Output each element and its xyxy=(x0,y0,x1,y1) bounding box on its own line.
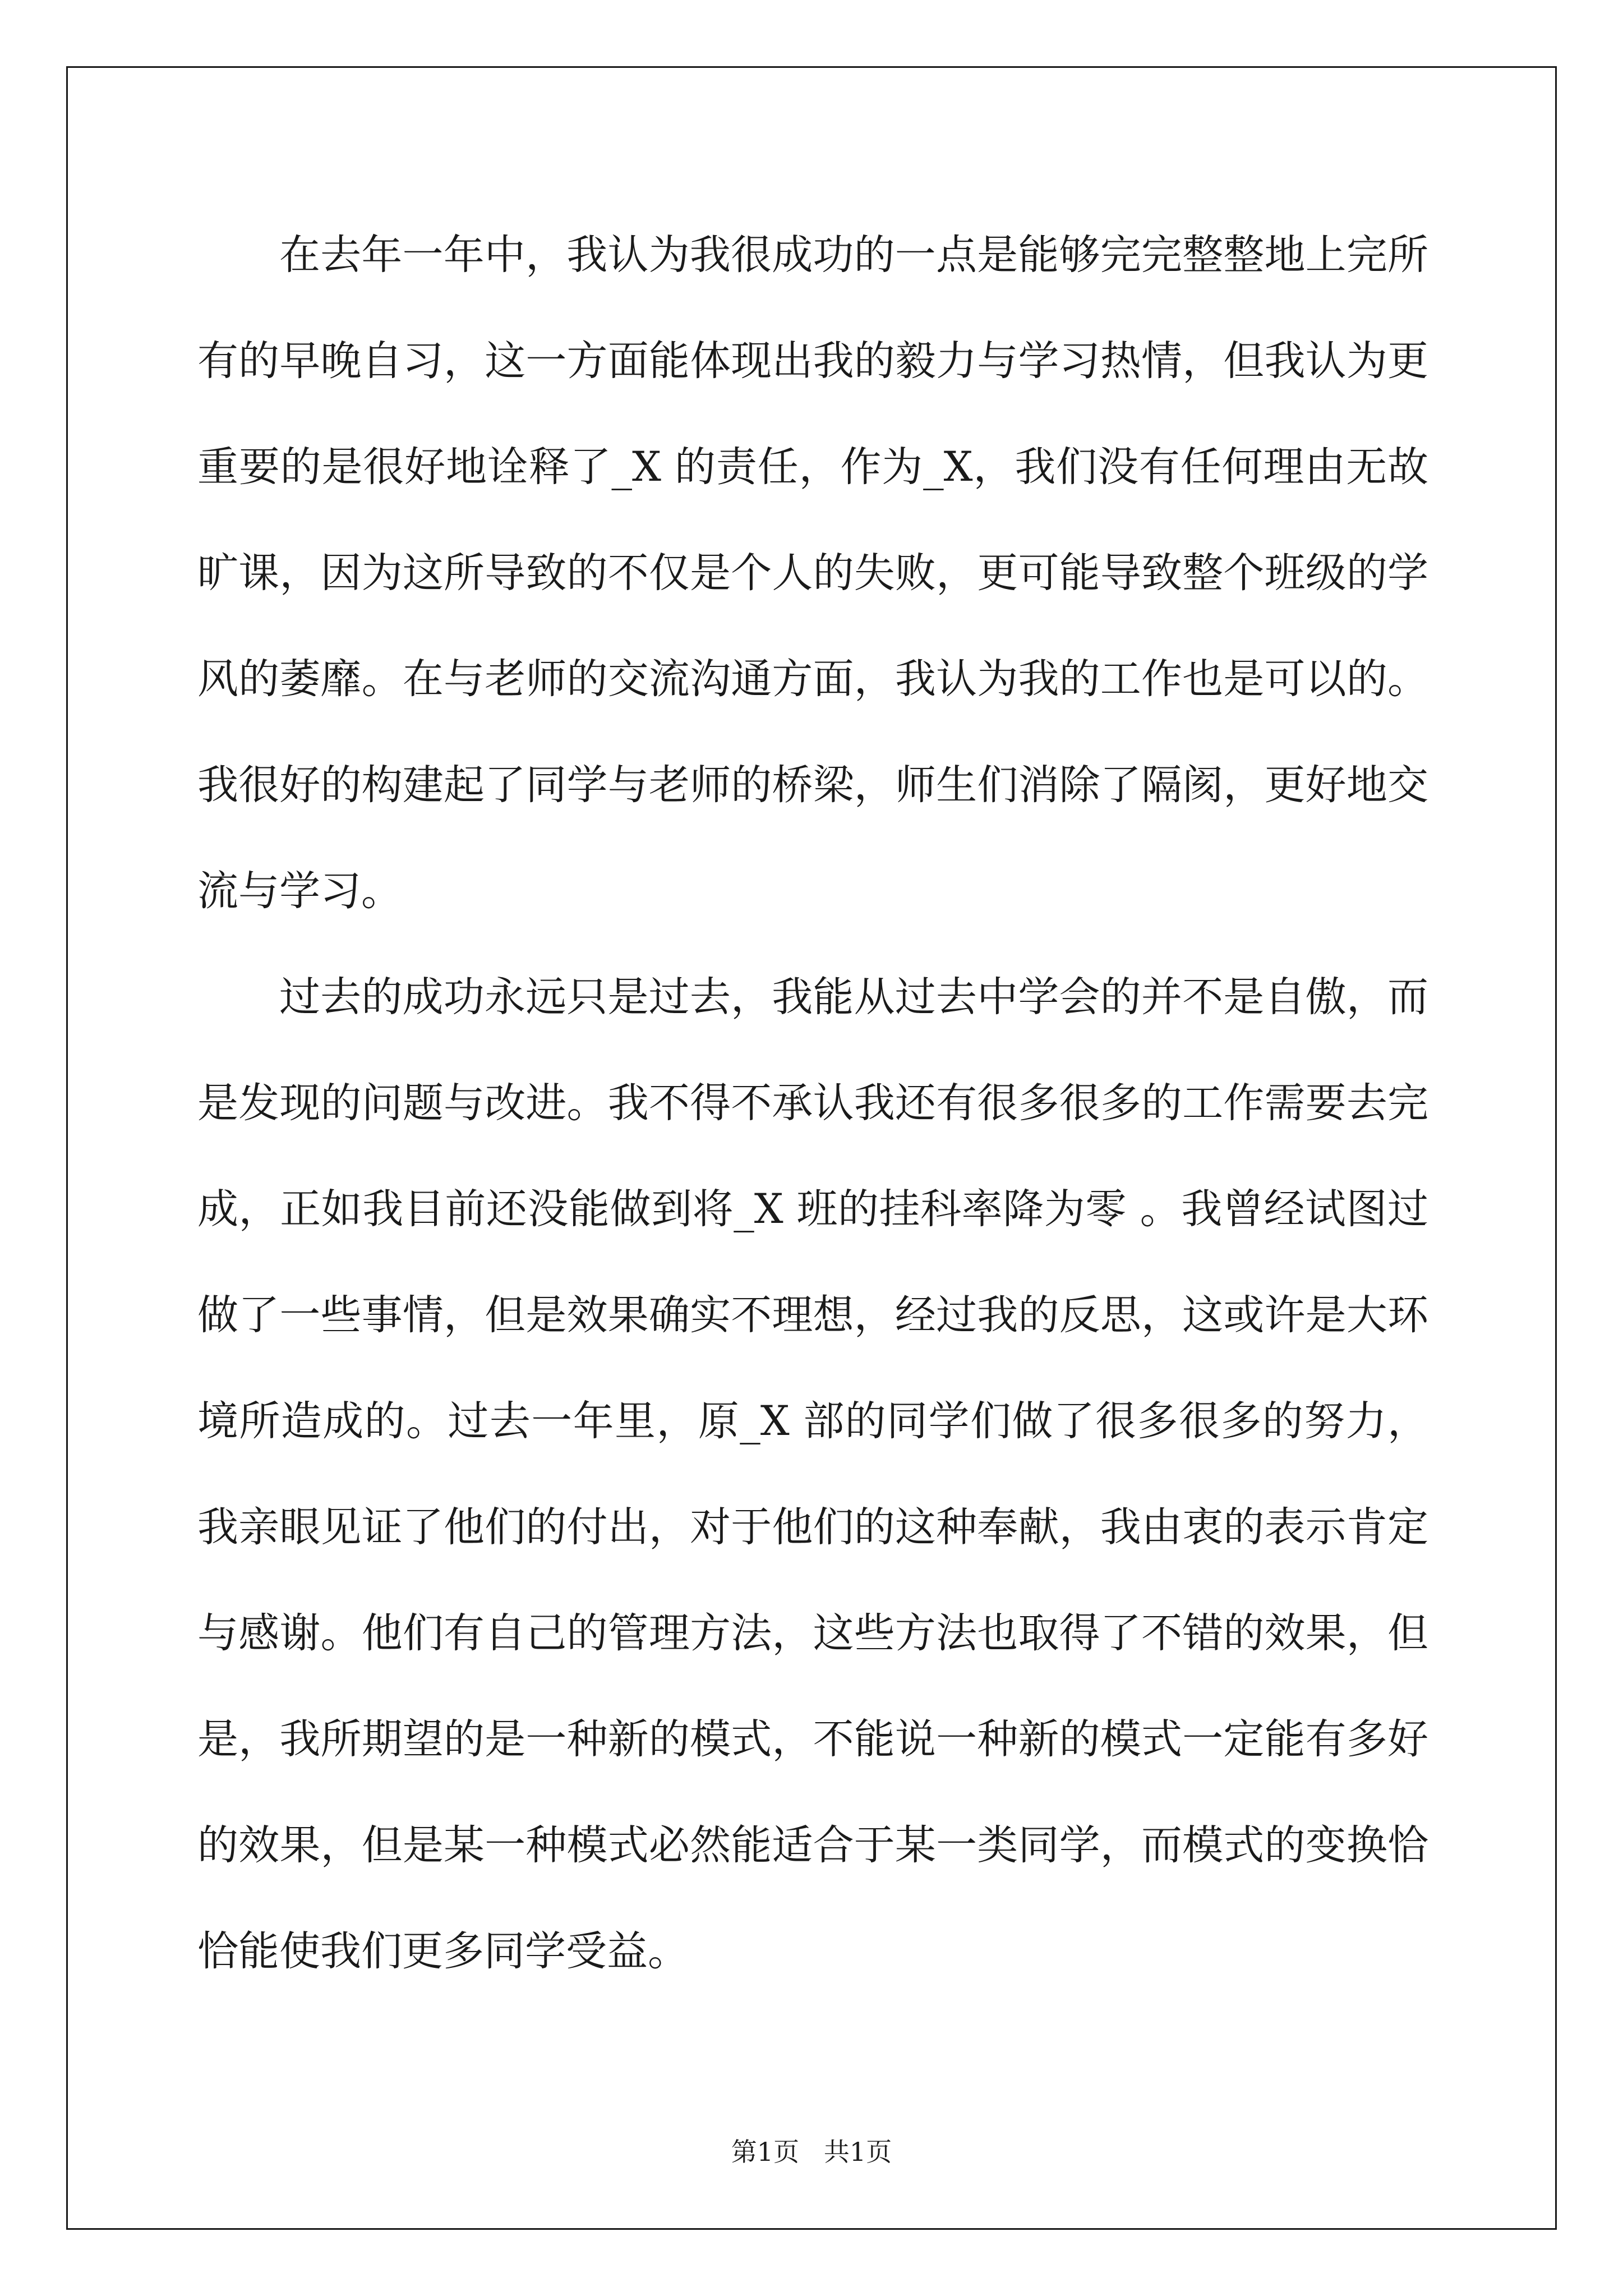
paragraph-2: 过去的成功永远只是过去，我能从过去中学会的并不是自傲，而是发现的问题与改进。我不得不承认我还有很多很多的工作需要去完成，正如我目前还没能做到将_X 班的挂科率降为零 。我曾经试图过做了一些事情，但是效果确实不理想，经过我的反思，这或许是大环境所造成的。过去一年里，原_X 部的同学们做了很多很多的努力，我亲眼见证了他们的付出，对于他们的这种奉献，我由衷的表示肯定与感谢。他们有自己的管理方法，这些方法也取得了不错的效果，但是，我所期望的是一种新的模式，不能说一种新的模式一定能有多好的效果，但是某一种模式必然能适合于某一类同学，而模式的变换恰恰能使我们更多同学受益。 xyxy=(197,973,1428,1975)
document-body xyxy=(197,202,1428,2004)
paragraph-1: 在去年一年中，我认为我很成功的一点是能够完完整整地上完所有的早晚自习，这一方面能体现出我的毅力与学习热情，但我认为更重要的是很好地诠释了_X 的责任，作为_X，我们没有任何理由无故旷课，因为这所导致的不仅是个人的失败，更可能导致整个班级的学风的萎靡。在与老师的交流沟通方面，我认为我的工作也是可以的。我很好的构建起了同学与老师的桥梁，师生们消除了隔阂，更好地交流与学习。 xyxy=(197,231,1428,915)
page-number-footer: 第1页 共1页 xyxy=(731,2137,892,2167)
